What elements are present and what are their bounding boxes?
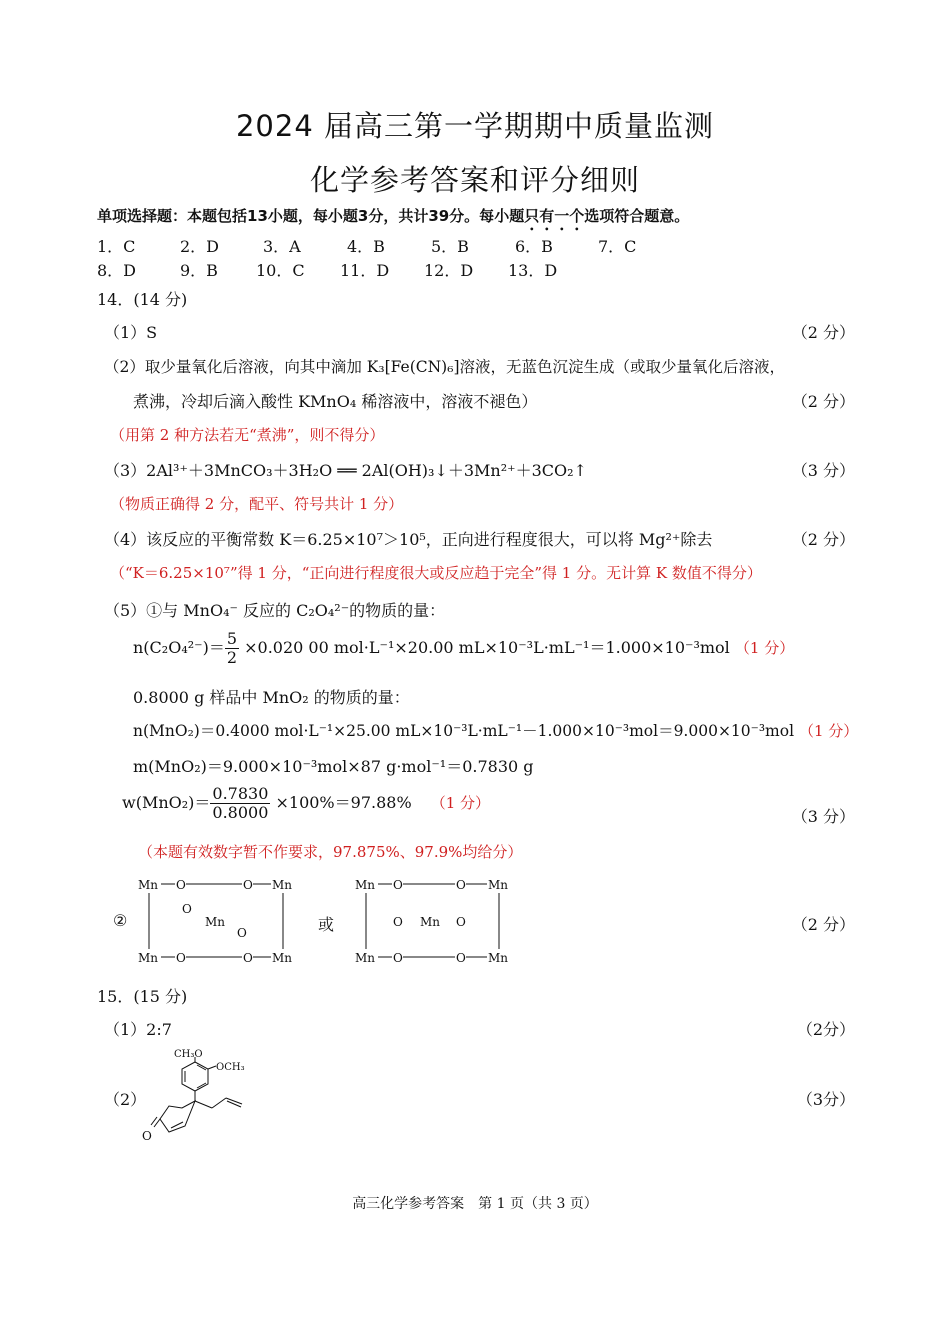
answer-6: 6．B (515, 237, 553, 256)
eq1-rhs: ×0.020 00 mol·L⁻¹×20.00 mL×10⁻³L·mL⁻¹＝1.000×10⁻³mol (244, 638, 730, 657)
ketone-oxygen-label: O (142, 1129, 152, 1143)
q14-part5-score: （3 分） (791, 807, 855, 826)
struct-a-mn-bl: Mn (138, 951, 159, 965)
page-title: 2024 届高三第一学期期中质量监测 (235, 109, 715, 143)
q14-part2-line2: 煮沸，冷却后滴入酸性 KMnO₄ 稀溶液中，溶液不褪色） (133, 392, 538, 411)
struct-a-o-tr: O (243, 878, 253, 892)
q14-part2-note: （用第 2 种方法若无“煮沸”，则不得分） (110, 426, 385, 444)
struct-a-mn-tr: Mn (272, 878, 293, 892)
q14-part5-note: （本题有效数字暂不作要求，97.875%、97.9%均给分） (138, 843, 523, 861)
allyl-double-bond (227, 1101, 241, 1107)
eq4-denominator: 0.8000 (212, 803, 269, 822)
answer-2: 2．D (180, 237, 220, 256)
q14-part4: （4）该反应的平衡常数 K＝6.25×10⁷＞10⁵，正向进行程度很大，可以将 Mg²⁺除去 (104, 530, 713, 549)
q14-part2-score: （2 分） (791, 392, 855, 411)
q15-part2-score: （3分） (796, 1090, 855, 1109)
section-intro-text-end: 选项符合题意。 (584, 207, 690, 225)
cyclohexenone-ring (160, 1101, 195, 1132)
eq1-lhs: n(C₂O₄²⁻)＝ (133, 638, 225, 657)
struct-a-o-mid1: O (182, 902, 192, 916)
methoxy-bond (208, 1066, 216, 1069)
answer-4: 4．B (347, 237, 385, 256)
section-intro-text: 单项选择题：本题包括13小题，每小题3分，共计39分。每小题 (97, 207, 525, 225)
q15-part1-score: （2分） (796, 1020, 855, 1039)
section-intro-emphasis: 只有一个 (524, 207, 585, 225)
answer-5: 5．B (431, 237, 469, 256)
q15-part1: （1）2:7 (104, 1020, 172, 1039)
q14-part1-score: （2 分） (791, 323, 855, 342)
allyl-bond (195, 1101, 212, 1108)
struct-b-o-tl: O (393, 878, 403, 892)
struct-b-o-left: O (393, 915, 403, 929)
q14-part3-note: （物质正确得 2 分，配平、符号共计 1 分） (110, 495, 404, 513)
struct-b-mn-center: Mn (420, 915, 441, 929)
q14-part5-eq2 (133, 719, 858, 741)
q14-part5-intro: （5）①与 MnO₄⁻ 反应的 C₂O₄²⁻的物质的量： (104, 601, 446, 620)
q14-heading: 14．(14 分) (97, 290, 188, 309)
eq4-fraction (210, 785, 270, 822)
eq4-lhs: w(MnO₂)＝ (122, 793, 211, 812)
answer-12: 12．D (424, 261, 474, 280)
eq1-points: （1 分） (734, 639, 795, 657)
answer-10: 10．C (256, 261, 305, 280)
answer-7: 7．C (598, 237, 637, 256)
page-footer: 高三化学参考答案 第 1 页（共 3 页） (352, 1196, 598, 1212)
allyl-bond (226, 1098, 242, 1104)
struct-a-o-bl: O (176, 951, 186, 965)
answer-9: 9．B (180, 261, 218, 280)
struct-b-o-right: O (456, 915, 466, 929)
answer-13: 13．D (508, 261, 558, 280)
struct-b-mn-bl: Mn (355, 951, 376, 965)
methoxy-label-1: CH₃O (174, 1049, 203, 1060)
eq2-text: n(MnO₂)＝0.4000 mol·L⁻¹×25.00 mL×10⁻³L·mL⁻¹－1.000×10⁻³mol＝9.000×10⁻³mol (133, 722, 795, 740)
q14-part5-mno2-intro: 0.8000 g 样品中 MnO₂ 的物质的量： (133, 688, 410, 707)
struct-a-o-tl: O (176, 878, 186, 892)
struct-b-o-bl: O (393, 951, 403, 965)
answer-3: 3．A (263, 237, 301, 256)
eq1-numerator: 5 (226, 629, 238, 648)
eq1-denominator: 2 (226, 648, 238, 667)
benzene-ring (182, 1062, 208, 1091)
q14-part1: （1）S (104, 323, 158, 342)
q15-molecule-structure (140, 1044, 260, 1149)
answer-8: 8．D (97, 261, 137, 280)
q14-part5-2-or: 或 (318, 915, 335, 934)
q14-part3-equation: （3）2Al³⁺＋3MnCO₃＋3H₂O ══ 2Al(OH)₃↓＋3Mn²⁺＋3CO₂↑ (104, 461, 587, 480)
eq4-rhs: ×100%＝97.88% (275, 793, 412, 812)
eq2-points: （1 分） (798, 722, 859, 740)
q14-part4-note: （“K＝6.25×10⁷”得 1 分，“正向进行程度很大或反应趋于完全”得 1 分。无计算 K 数值不得分） (110, 564, 762, 582)
struct-a-o-mid2: O (237, 926, 247, 940)
answer-1: 1．C (97, 237, 136, 256)
q14-part5-eq1 (133, 630, 794, 667)
q15-part2: （2） (104, 1090, 147, 1109)
q14-part2-line1: （2）取少量氧化后溶液，向其中滴加 K₃[Fe(CN)₆]溶液，无蓝色沉淀生成（或取少量氧化后溶液， (104, 358, 785, 376)
q15-heading: 15．(15 分) (97, 987, 188, 1006)
struct-b-mn-tl: Mn (355, 878, 376, 892)
answer-11: 11．D (340, 261, 390, 280)
struct-b-o-tr: O (456, 878, 466, 892)
q14-part5-2-score: （2 分） (791, 915, 855, 934)
eq4-points: （1 分） (430, 794, 491, 812)
q14-part5-2-label: ② (113, 911, 128, 930)
page-subtitle: 化学参考答案和评分细则 (309, 163, 640, 197)
struct-a-mn-tl: Mn (138, 878, 159, 892)
struct-a-mn-center: Mn (205, 915, 226, 929)
q14-part5-eq3: m(MnO₂)＝9.000×10⁻³mol×87 g·mol⁻¹＝0.7830 g (133, 757, 534, 776)
q14-part3-score: （3 分） (791, 461, 855, 480)
struct-b-mn-br: Mn (488, 951, 509, 965)
struct-a-o-br: O (243, 951, 253, 965)
allyl-bond (212, 1098, 226, 1108)
struct-a-mn-br: Mn (272, 951, 293, 965)
q14-part5-eq4 (122, 785, 490, 822)
eq1-fraction (225, 630, 239, 667)
q14-part4-score: （2 分） (791, 530, 855, 549)
struct-b-mn-tr: Mn (488, 878, 509, 892)
methoxy-label-2: OCH₃ (216, 1062, 245, 1073)
eq4-numerator: 0.7830 (212, 784, 269, 803)
struct-b-o-br: O (456, 951, 466, 965)
section-intro (97, 205, 689, 234)
